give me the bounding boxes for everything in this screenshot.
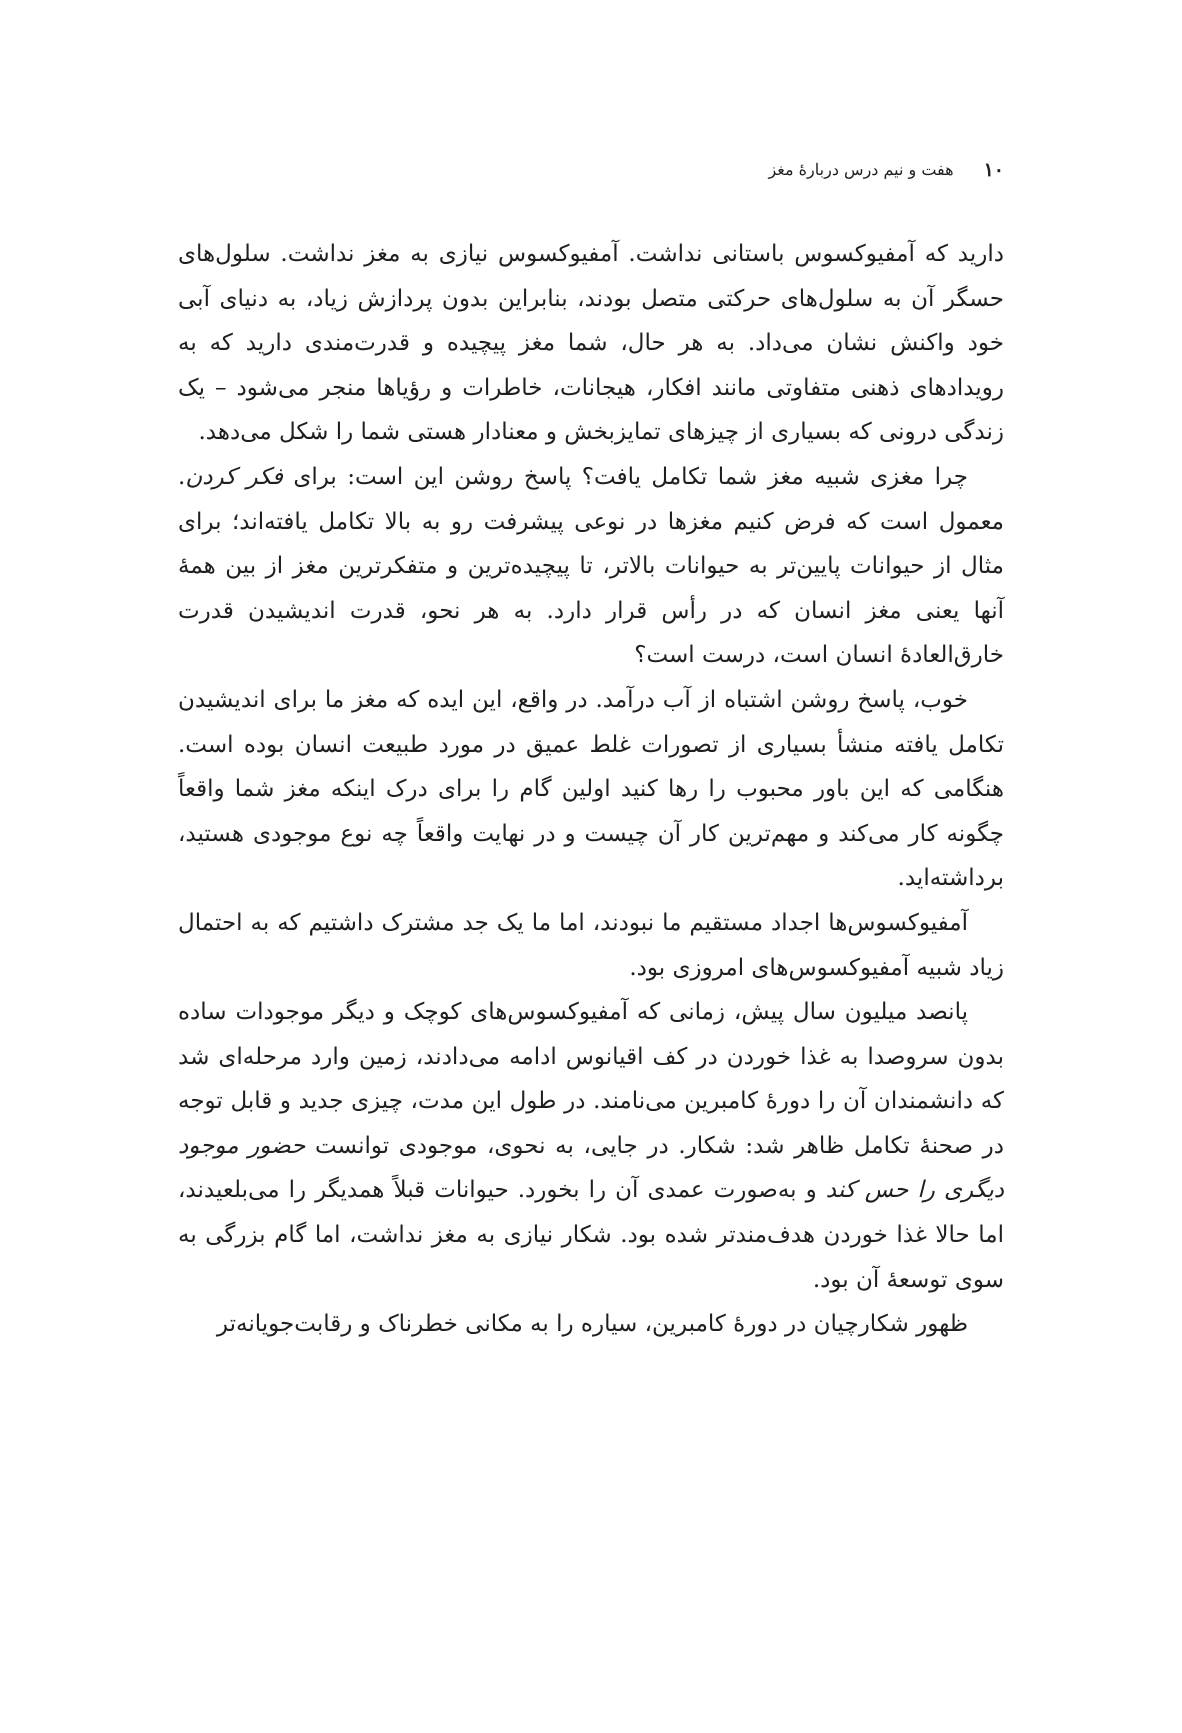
- paragraph-3: خوب، پاسخ روشن اشتباه از آب درآمد. در واقع، این ایده که مغز ما برای اندیشیدن تکامل یافته منشأ بسیاری از تصورات غلط عمیق در مورد طبیعت انسان بوده است. هنگامی که این باور محبوب را رها کنید اولین گام را برای درک اینکه مغز شما واقعاً چگونه کار می‌کند و مهم‌ترین کار آن چیست و در نهایت واقعاً چه نوع موجودی هستید، برداشته‌اید.: [178, 686, 1004, 892]
- paragraph-2: [178, 455, 1004, 678]
- paragraph-1: دارید که آمفیوکسوس باستانی نداشت. آمفیوکسوس نیازی به مغز نداشت. سلول‌های حسگر آن به سلول‌های حرکتی متصل بودند، بنابراین بدون پردازش زیاد، به دنیای آبی خود واکنش نشان می‌داد. به هر حال، شما مغز پیچیده و قدرت‌مندی دارید که به رویدادهای ذهنی متفاوتی مانند افکار، هیجانات، خاطرات و رؤیاها منجر می‌شود – یک زندگی درونی که بسیاری از چیزهای تمایزبخش و معنادار هستی شما را شکل می‌دهد.: [178, 241, 1004, 446]
- paragraph-5-emphasis: حضور موجود دیگری را حس کند: [178, 1132, 1004, 1204]
- running-title: هفت و نیم درس دربارهٔ مغز: [768, 160, 954, 179]
- paragraph-2-emphasis: فکر کردن: [185, 463, 283, 490]
- paragraph-6: ظهور شکارچیان در دورهٔ کامبرین، سیاره را به مکانی خطرناک و رقابت‌جویانه‌تر: [216, 1311, 968, 1338]
- paragraph-5-text-start: پانصد میلیون سال پیش، زمانی که آمفیوکسوس‌های کوچک و دیگر موجودات ساده بدون سروصدا به غذا خوردن در کف اقیانوس ادامه می‌دادند، زمین وارد مرحله‌ای شد که دانشمندان آن را دورهٔ کامبرین می‌نامند. در طول این مدت، چیزی جدید و قابل توجه در صحنهٔ تکامل ظاهر شد: شکار. در جایی، به نحوی، موجودی توانست: [178, 999, 1004, 1159]
- running-head: [178, 158, 1004, 182]
- paragraph-5-text-end: و به‌صورت عمدی آن را بخورد. حیوانات قبلاً همدیگر را می‌بلعیدند، اما حالا غذا خوردن هدف‌مندتر شده بود. شکار نیازی به مغز نداشت، اما گام بزرگی به سوی توسعهٔ آن بود.: [178, 1177, 1004, 1293]
- body-text: [178, 232, 1004, 1347]
- page-number: ۱۰: [983, 159, 1004, 181]
- paragraph-2-text-end: . معمول است که فرض کنیم مغزها در نوعی پیشرفت رو به بالا تکامل یافته‌اند؛ برای مثال از حیوانات پایین‌تر به حیوانات بالاتر، تا پیچیده‌ترین و متفکرترین مغز از بین همهٔ آنها یعنی مغز انسان که در رأس قرار دارد. به هر نحو، قدرت اندیشیدن قدرت خارق‌العادهٔ انسان است، درست است؟: [178, 463, 1004, 669]
- paragraph-4: آمفیوکسوس‌ها اجداد مستقیم ما نبودند، اما ما یک جد مشترک داشتیم که به احتمال زیاد شبیه آمفیوکسوس‌های امروزی بود.: [178, 909, 1004, 981]
- paragraph-5: [178, 990, 1004, 1302]
- paragraph-2-text-start: چرا مغزی شبیه مغز شما تکامل یافت؟ پاسخ روشن این است: برای: [282, 463, 968, 490]
